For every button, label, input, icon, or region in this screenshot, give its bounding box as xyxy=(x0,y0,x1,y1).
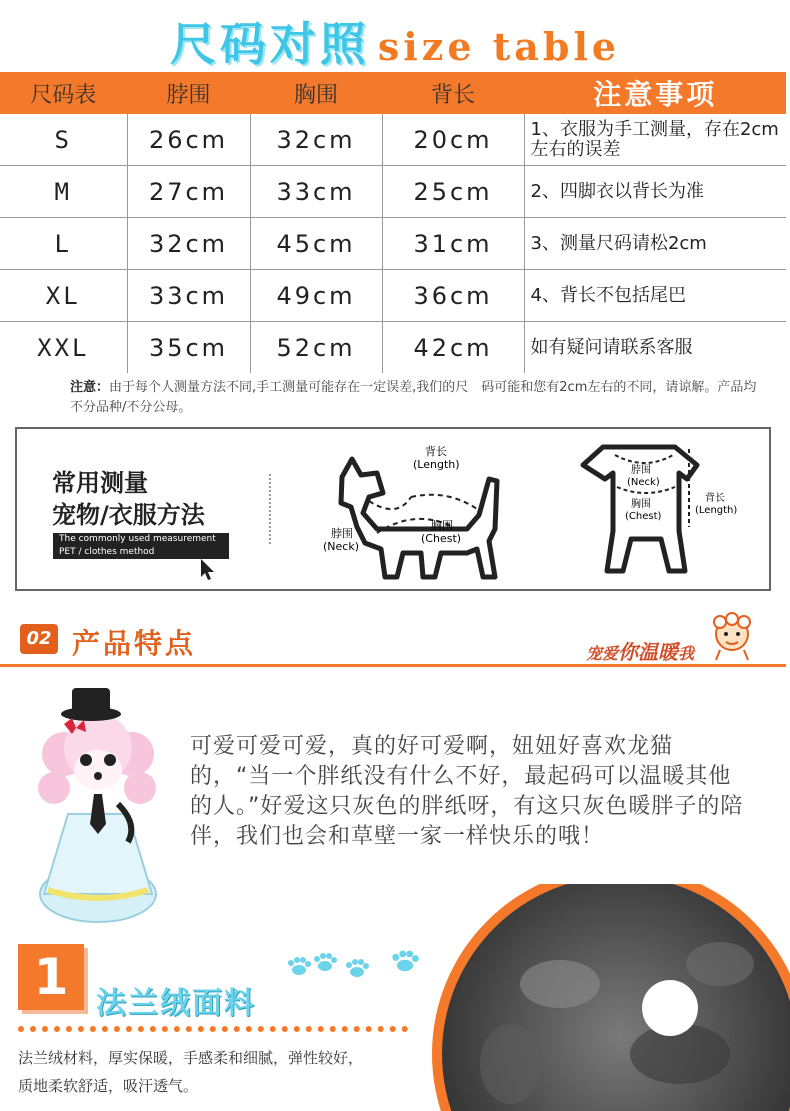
cell-back: 20cm xyxy=(382,114,524,166)
paw-icon xyxy=(312,952,338,974)
tagline-big: 你温暖 xyxy=(618,640,679,664)
title-en: size table xyxy=(377,24,621,69)
cloth-neck-cn: 脖围 xyxy=(631,465,651,476)
cell-chest: 49cm xyxy=(250,270,382,322)
measure-title-line2: 宠物/衣服方法 xyxy=(52,501,205,529)
section-header xyxy=(0,618,786,667)
dog-neck-cn: 脖围 xyxy=(331,527,353,540)
fabric-closeup-image xyxy=(420,884,790,1111)
cloth-neck-en: (Neck) xyxy=(627,477,660,488)
dog-diagram-icon xyxy=(317,437,537,587)
cell-chest: 33cm xyxy=(250,166,382,218)
title-cn: 尺码对照 xyxy=(169,17,370,71)
col-chest: 胸围 xyxy=(250,72,382,114)
size-table xyxy=(0,72,786,373)
cell-size: XL xyxy=(0,270,127,322)
table-header xyxy=(0,72,786,114)
cell-neck: 33cm xyxy=(127,270,250,322)
disclaimer-text: 由于每个人测量方法不同,手工测量可能存在一定误差,我们的尺 码可能和您有2cm左右的不同，请谅解。产品均不分品种/不分公母。 xyxy=(70,380,757,415)
cursor-icon xyxy=(199,557,217,581)
cell-neck: 32cm xyxy=(127,218,250,270)
table-row xyxy=(0,114,786,166)
cell-size: XXL xyxy=(0,322,127,374)
dotted-divider xyxy=(18,1026,408,1032)
page-title xyxy=(0,8,790,74)
cell-note: 如有疑问请联系客服 xyxy=(530,336,693,358)
poodle-girl-illustration xyxy=(28,684,178,924)
table-row xyxy=(0,322,786,374)
paw-icon xyxy=(286,956,312,978)
cell-back: 42cm xyxy=(382,322,524,374)
measure-en-line2: PET / clothes method xyxy=(59,547,155,557)
cell-neck: 27cm xyxy=(127,166,250,218)
cell-note: 2、四脚衣以背长为准 xyxy=(524,166,786,218)
section-heading: 产品特点 xyxy=(72,627,197,660)
paw-icon xyxy=(390,948,420,976)
cell-chest: 32cm xyxy=(250,114,382,166)
section-tagline xyxy=(586,636,694,665)
col-back: 背长 xyxy=(382,72,524,114)
product-description: 可爱可爱可爱，真的好可爱啊，妞妞好喜欢龙猫的，“当一个胖纸没有什么不好，最起码可以温暖其他的人。”好爱这只灰色的胖纸呀，有这只灰色暖胖子的陪伴，我们也会和草壁一家一样快乐的哦！ xyxy=(190,734,744,849)
cell-back: 25cm xyxy=(382,166,524,218)
feature-desc-line2: 质地柔软舒适，吸汗透气。 xyxy=(18,1077,199,1095)
cell-chest: 45cm xyxy=(250,218,382,270)
cell-back: 31cm xyxy=(382,218,524,270)
divider xyxy=(269,474,271,544)
cloth-chest-cn: 胸围 xyxy=(631,499,651,510)
clothes-diagram-icon xyxy=(565,439,755,579)
section-badge: 02 xyxy=(20,624,58,654)
dog-neck-en: (Neck) xyxy=(323,540,359,553)
dog-chest-en: (Chest) xyxy=(421,532,462,545)
cloth-chest-en: (Chest) xyxy=(625,511,662,522)
cell-note: 1、衣服为手工测量，存在2cm左右的误差 xyxy=(524,114,786,166)
col-notes: 注意事项 xyxy=(524,72,786,114)
dog-back-en: (Length) xyxy=(413,458,460,471)
sheep-mascot-icon xyxy=(706,612,758,662)
measure-title-line1: 常用测量 xyxy=(52,469,148,497)
dog-chest-cn: 胸围 xyxy=(431,519,453,532)
measure-en-line1: The commonly used measurement xyxy=(59,534,216,544)
col-size: 尺码表 xyxy=(0,72,127,114)
measure-en-caption xyxy=(53,533,229,559)
cell-back: 36cm xyxy=(382,270,524,322)
col-neck: 脖围 xyxy=(127,72,250,114)
cell-chest: 52cm xyxy=(250,322,382,374)
table-row xyxy=(0,218,786,270)
dog-back-cn: 背长 xyxy=(425,445,447,458)
measure-title xyxy=(52,467,205,531)
table-row xyxy=(0,166,786,218)
cloth-back-en: (Length) xyxy=(695,505,738,516)
paw-icon xyxy=(344,958,370,980)
feature-description xyxy=(18,1044,418,1100)
cell-size: L xyxy=(0,218,127,270)
disclaimer-label: 注意： xyxy=(70,380,110,395)
cell-size: S xyxy=(0,114,127,166)
tagline-pre: 宠爱 xyxy=(586,644,619,663)
disclaimer xyxy=(70,378,760,418)
feature-number: 1 xyxy=(18,944,84,1010)
cloth-back-cn: 背长 xyxy=(705,493,725,504)
measurement-guide xyxy=(15,427,771,591)
cell-neck: 35cm xyxy=(127,322,250,374)
table-row xyxy=(0,270,786,322)
cell-neck: 26cm xyxy=(127,114,250,166)
cell-size: M xyxy=(0,166,127,218)
feature-desc-line1: 法兰绒材料，厚实保暖，手感柔和细腻，弹性较好， xyxy=(18,1049,364,1067)
cell-note: 4、背长不包括尾巴 xyxy=(524,270,786,322)
cell-note: 3、测量尺码请松2cm xyxy=(524,218,786,270)
tagline-post: 我 xyxy=(678,644,695,663)
feature-title: 法兰绒面料 xyxy=(96,986,256,1021)
